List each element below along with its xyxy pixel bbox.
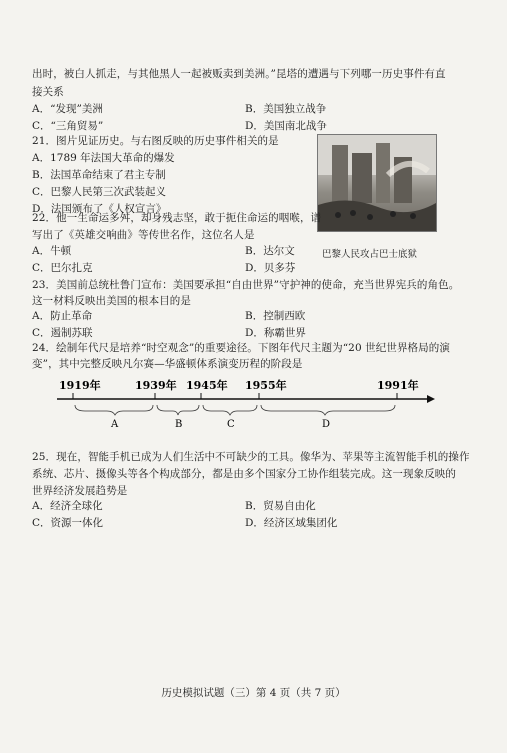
page-footer: 历史模拟试题（三）第 4 页（共 7 页） (161, 687, 346, 699)
q21-option-a: A．1789 年法国大革命的爆发 (32, 152, 175, 164)
brace-a (75, 405, 153, 415)
segment-c: C (227, 419, 235, 430)
q21-option-b: B．法国革命结束了君主专制 (32, 169, 166, 181)
segment-a: A (111, 419, 119, 430)
q22-option-a: A．牛顿 (32, 245, 72, 257)
image-caption: 巴黎人民攻占巴士底狱 (322, 249, 418, 260)
q23-option-a: A．防止革命 (32, 310, 93, 322)
q25-stem-line1: 25．现在，智能手机已成为人们生活中不可缺少的工具。像华为、苹果等主流智能手机的操作 (32, 451, 470, 463)
q20-option-d: D．美国南北战争 (245, 120, 327, 132)
q25-option-b: B．贸易自由化 (245, 500, 316, 512)
q23-option-c: C．遏制苏联 (32, 327, 93, 339)
year-1945: 1945年 (186, 379, 228, 392)
q25-option-d: D．经济区域集团化 (245, 517, 338, 529)
bastille-illustration (318, 135, 436, 231)
q25-option-a: A．经济全球化 (32, 500, 103, 512)
q25-option-c: C．资源一体化 (32, 517, 104, 529)
bastille-image (317, 134, 437, 232)
q23-option-b: B．控制西欧 (245, 310, 306, 322)
q25-stem-line3: 世界经济发展趋势是 (32, 485, 128, 497)
q22-option-d: D．贝多芬 (245, 262, 296, 274)
brace-c (203, 405, 257, 415)
q24-stem-line2: 变”，其中完整反映凡尔赛—华盛顿体系演变历程的阶段是 (32, 358, 303, 370)
q20-option-a: A．“发现”美洲 (32, 103, 103, 115)
year-1919: 1919年 (59, 379, 101, 392)
year-1991: 1991年 (377, 379, 419, 392)
q22-option-c: C．巴尔扎克 (32, 262, 93, 274)
brace-d (261, 405, 395, 415)
segment-b: B (175, 419, 183, 430)
q23-option-d: D．称霸世界 (245, 327, 306, 339)
q21-option-d: D．法国颁布了《人权宣言》 (32, 203, 167, 215)
q24-stem-line1: 24．绘制年代尺是培养“时空观念”的重要途径。下图年代尺主题为“20 世纪世界格局的演 (32, 342, 450, 354)
q22-stem-line1: 22．他一生命运多舛，却身残志坚，敢于扼住命运的咽喉，谱 (32, 212, 322, 224)
q21-option-c: C．巴黎人民第三次武装起义 (32, 186, 167, 198)
q22-stem-line2: 写出了《英雄交响曲》等传世名作，这位名人是 (32, 229, 255, 241)
q20-stem-line2: 接关系 (32, 86, 64, 98)
q22-option-b: B．达尔文 (245, 245, 295, 257)
q20-option-b: B．美国独立战争 (245, 103, 327, 115)
q20-option-c: C．“三角贸易” (32, 120, 104, 132)
q21-stem: 21．图片见证历史。与右图反映的历史事件相关的是 (32, 135, 279, 147)
segment-d: D (322, 419, 331, 430)
q20-stem-line1: 出时，被白人抓走，与其他黑人一起被贩卖到美洲。”昆塔的遭遇与下列哪一历史事件有直 (32, 68, 446, 80)
brace-b (157, 405, 199, 415)
q23-stem-line2: 这一材料反映出美国的根本目的是 (32, 295, 191, 307)
year-1939: 1939年 (135, 379, 177, 392)
year-1955: 1955年 (245, 379, 287, 392)
timeline (55, 375, 435, 435)
q23-stem-line1: 23．美国前总统杜鲁门宣布：美国要承担“自由世界”守护神的使命，充当世界宪兵的角色。 (32, 279, 460, 291)
q25-stem-line2: 系统、芯片、摄像头等各个构成部分，都是由多个国家分工协作组装完成。这一现象反映的 (32, 468, 456, 480)
